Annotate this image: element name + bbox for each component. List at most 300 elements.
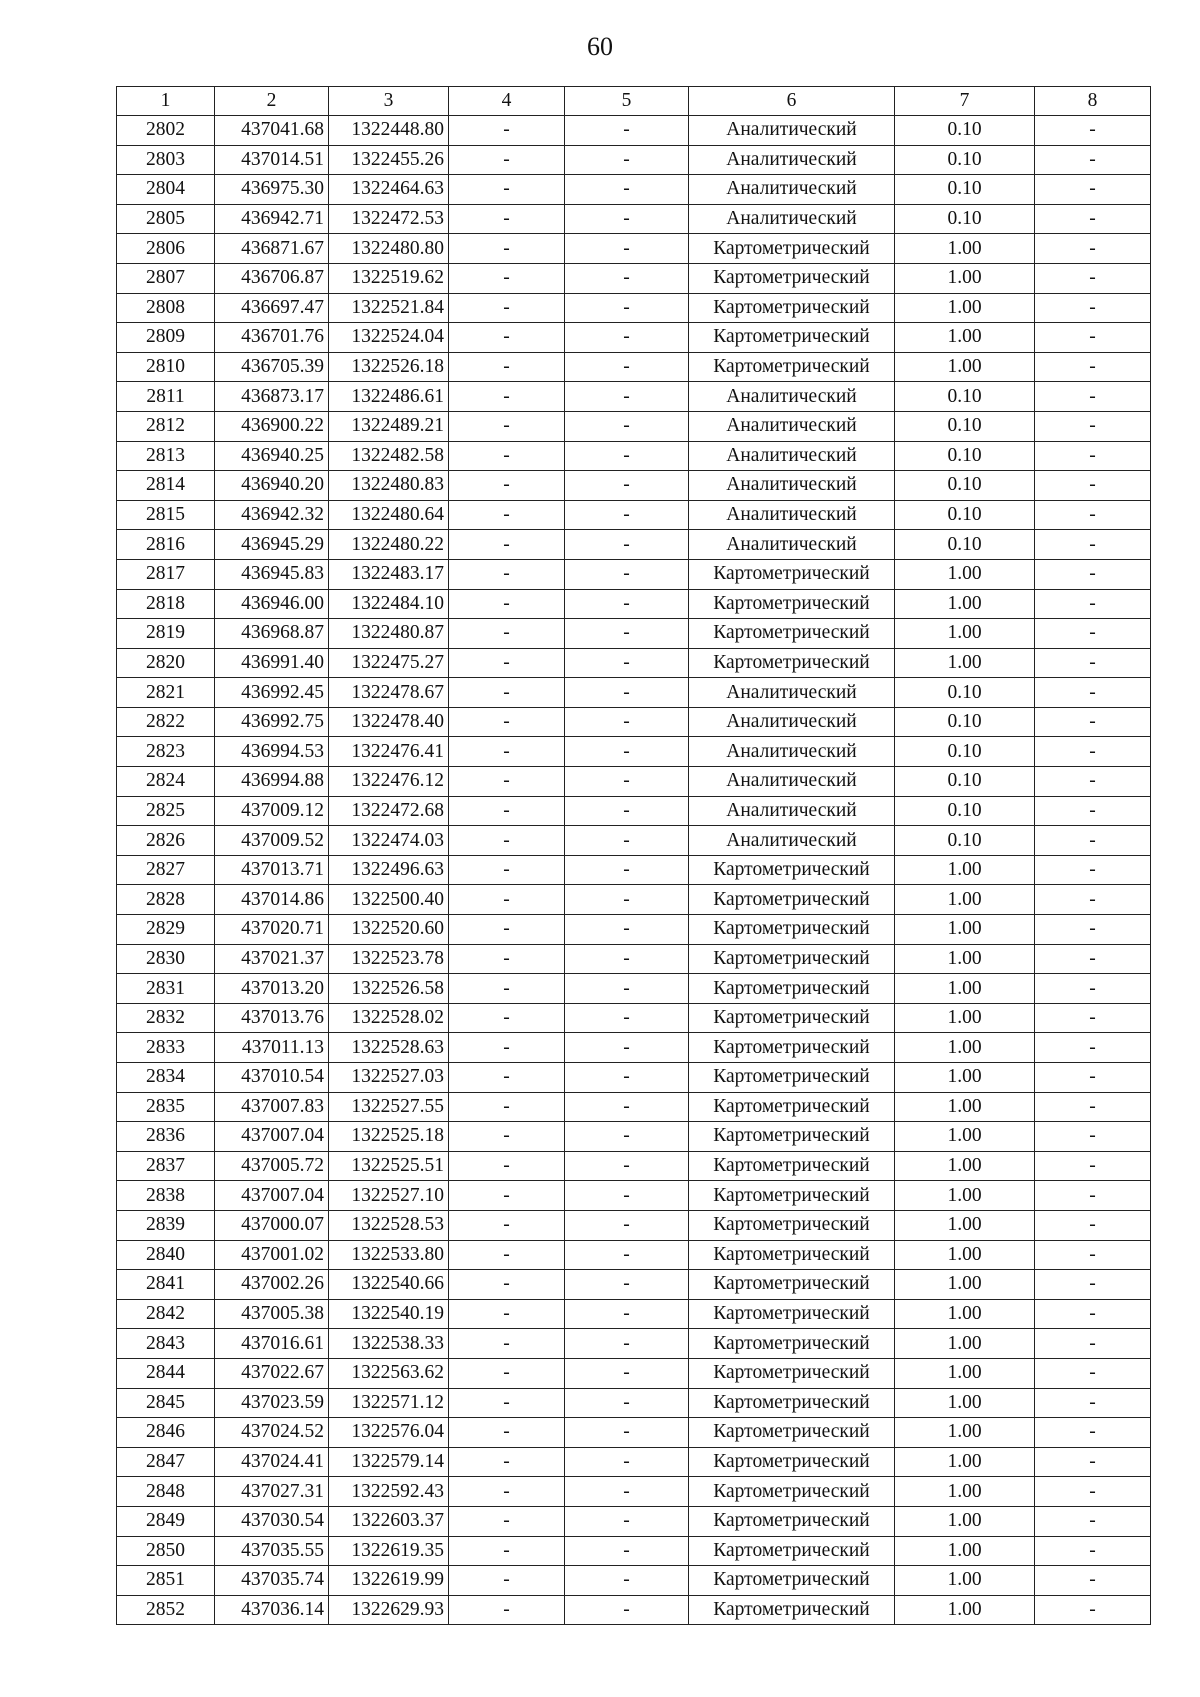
y-coordinate-cell: 1322480.87	[329, 619, 449, 649]
method-cell: Аналитический	[689, 382, 895, 412]
table-row	[117, 619, 1151, 649]
accuracy-cell: 0.10	[895, 382, 1035, 412]
table-row	[117, 145, 1151, 175]
accuracy-cell: 1.00	[895, 855, 1035, 885]
y-coordinate-cell: 1322482.58	[329, 441, 449, 471]
col8-cell: -	[1035, 1388, 1151, 1418]
point-number-cell: 2826	[117, 826, 215, 856]
col8-cell: -	[1035, 175, 1151, 205]
col5-cell: -	[565, 767, 689, 797]
x-coordinate-cell: 437027.31	[215, 1477, 329, 1507]
table-body	[117, 116, 1151, 1625]
accuracy-cell: 1.00	[895, 1595, 1035, 1625]
col4-cell: -	[449, 1210, 565, 1240]
col5-cell: -	[565, 1388, 689, 1418]
col5-cell: -	[565, 1063, 689, 1093]
col4-cell: -	[449, 678, 565, 708]
y-coordinate-cell: 1322576.04	[329, 1418, 449, 1448]
y-coordinate-cell: 1322526.18	[329, 352, 449, 382]
col5-cell: -	[565, 619, 689, 649]
table-row	[117, 1418, 1151, 1448]
col8-cell: -	[1035, 411, 1151, 441]
y-coordinate-cell: 1322472.68	[329, 796, 449, 826]
y-coordinate-cell: 1322478.67	[329, 678, 449, 708]
point-number-cell: 2820	[117, 648, 215, 678]
col5-cell: -	[565, 441, 689, 471]
x-coordinate-cell: 436975.30	[215, 175, 329, 205]
table-row	[117, 826, 1151, 856]
accuracy-cell: 1.00	[895, 1122, 1035, 1152]
method-cell: Аналитический	[689, 530, 895, 560]
table-row	[117, 1240, 1151, 1270]
x-coordinate-cell: 437002.26	[215, 1270, 329, 1300]
method-cell: Картометрический	[689, 1181, 895, 1211]
point-number-cell: 2812	[117, 411, 215, 441]
col8-cell: -	[1035, 263, 1151, 293]
x-coordinate-cell: 437001.02	[215, 1240, 329, 1270]
accuracy-cell: 0.10	[895, 737, 1035, 767]
accuracy-cell: 1.00	[895, 944, 1035, 974]
method-cell: Картометрический	[689, 915, 895, 945]
table-row	[117, 1003, 1151, 1033]
point-number-cell: 2851	[117, 1566, 215, 1596]
table-row	[117, 293, 1151, 323]
x-coordinate-cell: 437013.71	[215, 855, 329, 885]
col4-cell: -	[449, 885, 565, 915]
y-coordinate-cell: 1322489.21	[329, 411, 449, 441]
x-coordinate-cell: 437021.37	[215, 944, 329, 974]
method-cell: Картометрический	[689, 263, 895, 293]
y-coordinate-cell: 1322524.04	[329, 323, 449, 353]
accuracy-cell: 0.10	[895, 471, 1035, 501]
col8-cell: -	[1035, 1477, 1151, 1507]
accuracy-cell: 0.10	[895, 204, 1035, 234]
method-cell: Картометрический	[689, 1240, 895, 1270]
col5-cell: -	[565, 737, 689, 767]
col8-cell: -	[1035, 1418, 1151, 1448]
accuracy-cell: 1.00	[895, 323, 1035, 353]
col8-cell: -	[1035, 500, 1151, 530]
point-number-cell: 2822	[117, 707, 215, 737]
method-cell: Аналитический	[689, 145, 895, 175]
table-row	[117, 1063, 1151, 1093]
col4-cell: -	[449, 1033, 565, 1063]
col4-cell: -	[449, 974, 565, 1004]
point-number-cell: 2802	[117, 116, 215, 146]
y-coordinate-cell: 1322521.84	[329, 293, 449, 323]
accuracy-cell: 1.00	[895, 1181, 1035, 1211]
col5-cell: -	[565, 1447, 689, 1477]
col5-cell: -	[565, 1506, 689, 1536]
point-number-cell: 2830	[117, 944, 215, 974]
point-number-cell: 2832	[117, 1003, 215, 1033]
col8-cell: -	[1035, 707, 1151, 737]
x-coordinate-cell: 436701.76	[215, 323, 329, 353]
accuracy-cell: 1.00	[895, 1506, 1035, 1536]
col8-cell: -	[1035, 1506, 1151, 1536]
col5-cell: -	[565, 1003, 689, 1033]
table-row	[117, 1358, 1151, 1388]
x-coordinate-cell: 436873.17	[215, 382, 329, 412]
col4-cell: -	[449, 1329, 565, 1359]
table-row	[117, 944, 1151, 974]
point-number-cell: 2810	[117, 352, 215, 382]
col4-cell: -	[449, 915, 565, 945]
table-row	[117, 1122, 1151, 1152]
accuracy-cell: 0.10	[895, 411, 1035, 441]
method-cell: Аналитический	[689, 175, 895, 205]
x-coordinate-cell: 436968.87	[215, 619, 329, 649]
table-row	[117, 411, 1151, 441]
col5-cell: -	[565, 323, 689, 353]
col8-cell: -	[1035, 1329, 1151, 1359]
table-row	[117, 1033, 1151, 1063]
method-cell: Картометрический	[689, 1566, 895, 1596]
point-number-cell: 2806	[117, 234, 215, 264]
col4-cell: -	[449, 323, 565, 353]
col5-cell: -	[565, 678, 689, 708]
table-row	[117, 263, 1151, 293]
point-number-cell: 2819	[117, 619, 215, 649]
point-number-cell: 2827	[117, 855, 215, 885]
y-coordinate-cell: 1322603.37	[329, 1506, 449, 1536]
point-number-cell: 2816	[117, 530, 215, 560]
col4-cell: -	[449, 234, 565, 264]
table-row	[117, 1447, 1151, 1477]
y-coordinate-cell: 1322540.19	[329, 1299, 449, 1329]
col8-cell: -	[1035, 1536, 1151, 1566]
y-coordinate-cell: 1322528.02	[329, 1003, 449, 1033]
method-cell: Картометрический	[689, 619, 895, 649]
x-coordinate-cell: 436942.71	[215, 204, 329, 234]
col4-cell: -	[449, 1388, 565, 1418]
accuracy-cell: 1.00	[895, 915, 1035, 945]
col5-cell: -	[565, 1151, 689, 1181]
col5-cell: -	[565, 116, 689, 146]
point-number-cell: 2840	[117, 1240, 215, 1270]
method-cell: Аналитический	[689, 471, 895, 501]
table-row	[117, 1181, 1151, 1211]
y-coordinate-cell: 1322525.18	[329, 1122, 449, 1152]
col4-cell: -	[449, 1122, 565, 1152]
col4-cell: -	[449, 471, 565, 501]
col5-cell: -	[565, 1122, 689, 1152]
col8-cell: -	[1035, 767, 1151, 797]
y-coordinate-cell: 1322619.35	[329, 1536, 449, 1566]
y-coordinate-cell: 1322484.10	[329, 589, 449, 619]
x-coordinate-cell: 437014.86	[215, 885, 329, 915]
y-coordinate-cell: 1322476.41	[329, 737, 449, 767]
accuracy-cell: 1.00	[895, 1033, 1035, 1063]
y-coordinate-cell: 1322629.93	[329, 1595, 449, 1625]
col8-cell: -	[1035, 441, 1151, 471]
col4-cell: -	[449, 1566, 565, 1596]
accuracy-cell: 0.10	[895, 767, 1035, 797]
col8-cell: -	[1035, 1151, 1151, 1181]
col5-cell: -	[565, 1092, 689, 1122]
col4-cell: -	[449, 441, 565, 471]
x-coordinate-cell: 436871.67	[215, 234, 329, 264]
col5-cell: -	[565, 1329, 689, 1359]
col4-cell: -	[449, 145, 565, 175]
table-row	[117, 1092, 1151, 1122]
y-coordinate-cell: 1322523.78	[329, 944, 449, 974]
accuracy-cell: 1.00	[895, 1388, 1035, 1418]
column-header: 5	[565, 87, 689, 116]
method-cell: Аналитический	[689, 500, 895, 530]
col8-cell: -	[1035, 974, 1151, 1004]
x-coordinate-cell: 436945.29	[215, 530, 329, 560]
col8-cell: -	[1035, 915, 1151, 945]
col4-cell: -	[449, 707, 565, 737]
x-coordinate-cell: 436945.83	[215, 559, 329, 589]
point-number-cell: 2843	[117, 1329, 215, 1359]
method-cell: Картометрический	[689, 559, 895, 589]
col8-cell: -	[1035, 471, 1151, 501]
col8-cell: -	[1035, 382, 1151, 412]
point-number-cell: 2849	[117, 1506, 215, 1536]
y-coordinate-cell: 1322533.80	[329, 1240, 449, 1270]
table-row	[117, 559, 1151, 589]
x-coordinate-cell: 437011.13	[215, 1033, 329, 1063]
table-header-row	[117, 87, 1151, 116]
method-cell: Картометрический	[689, 1122, 895, 1152]
point-number-cell: 2831	[117, 974, 215, 1004]
y-coordinate-cell: 1322475.27	[329, 648, 449, 678]
col8-cell: -	[1035, 234, 1151, 264]
accuracy-cell: 1.00	[895, 1210, 1035, 1240]
accuracy-cell: 1.00	[895, 1447, 1035, 1477]
y-coordinate-cell: 1322478.40	[329, 707, 449, 737]
accuracy-cell: 1.00	[895, 1240, 1035, 1270]
col8-cell: -	[1035, 944, 1151, 974]
col8-cell: -	[1035, 1003, 1151, 1033]
y-coordinate-cell: 1322480.83	[329, 471, 449, 501]
col4-cell: -	[449, 1003, 565, 1033]
y-coordinate-cell: 1322592.43	[329, 1477, 449, 1507]
col4-cell: -	[449, 1536, 565, 1566]
y-coordinate-cell: 1322519.62	[329, 263, 449, 293]
col4-cell: -	[449, 1477, 565, 1507]
col8-cell: -	[1035, 559, 1151, 589]
accuracy-cell: 1.00	[895, 1270, 1035, 1300]
accuracy-cell: 1.00	[895, 234, 1035, 264]
table-row	[117, 1210, 1151, 1240]
accuracy-cell: 1.00	[895, 352, 1035, 382]
table-row	[117, 1388, 1151, 1418]
col4-cell: -	[449, 559, 565, 589]
col8-cell: -	[1035, 1299, 1151, 1329]
col8-cell: -	[1035, 678, 1151, 708]
page-number: 60	[587, 32, 613, 61]
x-coordinate-cell: 437013.20	[215, 974, 329, 1004]
col4-cell: -	[449, 116, 565, 146]
col5-cell: -	[565, 411, 689, 441]
col4-cell: -	[449, 1506, 565, 1536]
col8-cell: -	[1035, 1566, 1151, 1596]
method-cell: Картометрический	[689, 1003, 895, 1033]
col5-cell: -	[565, 1299, 689, 1329]
y-coordinate-cell: 1322540.66	[329, 1270, 449, 1300]
col8-cell: -	[1035, 1181, 1151, 1211]
col5-cell: -	[565, 1033, 689, 1063]
col5-cell: -	[565, 471, 689, 501]
method-cell: Аналитический	[689, 116, 895, 146]
x-coordinate-cell: 437007.04	[215, 1122, 329, 1152]
table-row	[117, 855, 1151, 885]
col8-cell: -	[1035, 293, 1151, 323]
method-cell: Картометрический	[689, 234, 895, 264]
col5-cell: -	[565, 707, 689, 737]
accuracy-cell: 1.00	[895, 1003, 1035, 1033]
col5-cell: -	[565, 352, 689, 382]
method-cell: Картометрический	[689, 1063, 895, 1093]
col4-cell: -	[449, 944, 565, 974]
method-cell: Аналитический	[689, 411, 895, 441]
table-row	[117, 234, 1151, 264]
point-number-cell: 2833	[117, 1033, 215, 1063]
point-number-cell: 2844	[117, 1358, 215, 1388]
table-row	[117, 1595, 1151, 1625]
col4-cell: -	[449, 826, 565, 856]
x-coordinate-cell: 437024.52	[215, 1418, 329, 1448]
col4-cell: -	[449, 1447, 565, 1477]
y-coordinate-cell: 1322528.63	[329, 1033, 449, 1063]
method-cell: Аналитический	[689, 441, 895, 471]
table-row	[117, 1151, 1151, 1181]
col8-cell: -	[1035, 826, 1151, 856]
method-cell: Картометрический	[689, 1270, 895, 1300]
x-coordinate-cell: 437035.74	[215, 1566, 329, 1596]
method-cell: Аналитический	[689, 737, 895, 767]
col4-cell: -	[449, 767, 565, 797]
col4-cell: -	[449, 589, 565, 619]
col5-cell: -	[565, 500, 689, 530]
y-coordinate-cell: 1322526.58	[329, 974, 449, 1004]
column-header: 1	[117, 87, 215, 116]
col5-cell: -	[565, 1270, 689, 1300]
method-cell: Аналитический	[689, 796, 895, 826]
table-row	[117, 589, 1151, 619]
col5-cell: -	[565, 1536, 689, 1566]
table-row	[117, 1270, 1151, 1300]
y-coordinate-cell: 1322472.53	[329, 204, 449, 234]
col8-cell: -	[1035, 323, 1151, 353]
point-number-cell: 2808	[117, 293, 215, 323]
accuracy-cell: 1.00	[895, 559, 1035, 589]
accuracy-cell: 0.10	[895, 441, 1035, 471]
col8-cell: -	[1035, 116, 1151, 146]
col4-cell: -	[449, 1092, 565, 1122]
col5-cell: -	[565, 145, 689, 175]
column-header: 3	[329, 87, 449, 116]
method-cell: Картометрический	[689, 1595, 895, 1625]
x-coordinate-cell: 436940.20	[215, 471, 329, 501]
method-cell: Картометрический	[689, 1418, 895, 1448]
col5-cell: -	[565, 175, 689, 205]
x-coordinate-cell: 436706.87	[215, 263, 329, 293]
col4-cell: -	[449, 1418, 565, 1448]
col8-cell: -	[1035, 1063, 1151, 1093]
point-number-cell: 2803	[117, 145, 215, 175]
col5-cell: -	[565, 648, 689, 678]
point-number-cell: 2804	[117, 175, 215, 205]
col5-cell: -	[565, 944, 689, 974]
point-number-cell: 2824	[117, 767, 215, 797]
table-row	[117, 1299, 1151, 1329]
col5-cell: -	[565, 796, 689, 826]
table-row	[117, 767, 1151, 797]
point-number-cell: 2821	[117, 678, 215, 708]
col8-cell: -	[1035, 1210, 1151, 1240]
table-row	[117, 471, 1151, 501]
col5-cell: -	[565, 382, 689, 412]
y-coordinate-cell: 1322474.03	[329, 826, 449, 856]
accuracy-cell: 1.00	[895, 885, 1035, 915]
y-coordinate-cell: 1322520.60	[329, 915, 449, 945]
col5-cell: -	[565, 1240, 689, 1270]
col8-cell: -	[1035, 885, 1151, 915]
accuracy-cell: 1.00	[895, 1063, 1035, 1093]
accuracy-cell: 1.00	[895, 1151, 1035, 1181]
x-coordinate-cell: 437010.54	[215, 1063, 329, 1093]
y-coordinate-cell: 1322476.12	[329, 767, 449, 797]
table-row	[117, 678, 1151, 708]
method-cell: Картометрический	[689, 1299, 895, 1329]
column-header: 8	[1035, 87, 1151, 116]
method-cell: Аналитический	[689, 678, 895, 708]
y-coordinate-cell: 1322480.22	[329, 530, 449, 560]
x-coordinate-cell: 436994.53	[215, 737, 329, 767]
accuracy-cell: 1.00	[895, 1329, 1035, 1359]
col8-cell: -	[1035, 1240, 1151, 1270]
table-row	[117, 707, 1151, 737]
table-row	[117, 352, 1151, 382]
point-number-cell: 2829	[117, 915, 215, 945]
point-number-cell: 2834	[117, 1063, 215, 1093]
col8-cell: -	[1035, 352, 1151, 382]
point-number-cell: 2845	[117, 1388, 215, 1418]
accuracy-cell: 1.00	[895, 1536, 1035, 1566]
y-coordinate-cell: 1322486.61	[329, 382, 449, 412]
col4-cell: -	[449, 648, 565, 678]
method-cell: Аналитический	[689, 707, 895, 737]
col4-cell: -	[449, 1151, 565, 1181]
col8-cell: -	[1035, 1033, 1151, 1063]
y-coordinate-cell: 1322619.99	[329, 1566, 449, 1596]
y-coordinate-cell: 1322571.12	[329, 1388, 449, 1418]
accuracy-cell: 1.00	[895, 263, 1035, 293]
col8-cell: -	[1035, 796, 1151, 826]
col4-cell: -	[449, 175, 565, 205]
point-number-cell: 2818	[117, 589, 215, 619]
x-coordinate-cell: 436946.00	[215, 589, 329, 619]
accuracy-cell: 1.00	[895, 589, 1035, 619]
x-coordinate-cell: 437009.12	[215, 796, 329, 826]
method-cell: Картометрический	[689, 1358, 895, 1388]
column-header: 4	[449, 87, 565, 116]
accuracy-cell: 1.00	[895, 1299, 1035, 1329]
x-coordinate-cell: 437020.71	[215, 915, 329, 945]
point-number-cell: 2842	[117, 1299, 215, 1329]
x-coordinate-cell: 437009.52	[215, 826, 329, 856]
x-coordinate-cell: 436705.39	[215, 352, 329, 382]
y-coordinate-cell: 1322480.64	[329, 500, 449, 530]
accuracy-cell: 1.00	[895, 648, 1035, 678]
accuracy-cell: 0.10	[895, 145, 1035, 175]
method-cell: Картометрический	[689, 352, 895, 382]
col8-cell: -	[1035, 648, 1151, 678]
